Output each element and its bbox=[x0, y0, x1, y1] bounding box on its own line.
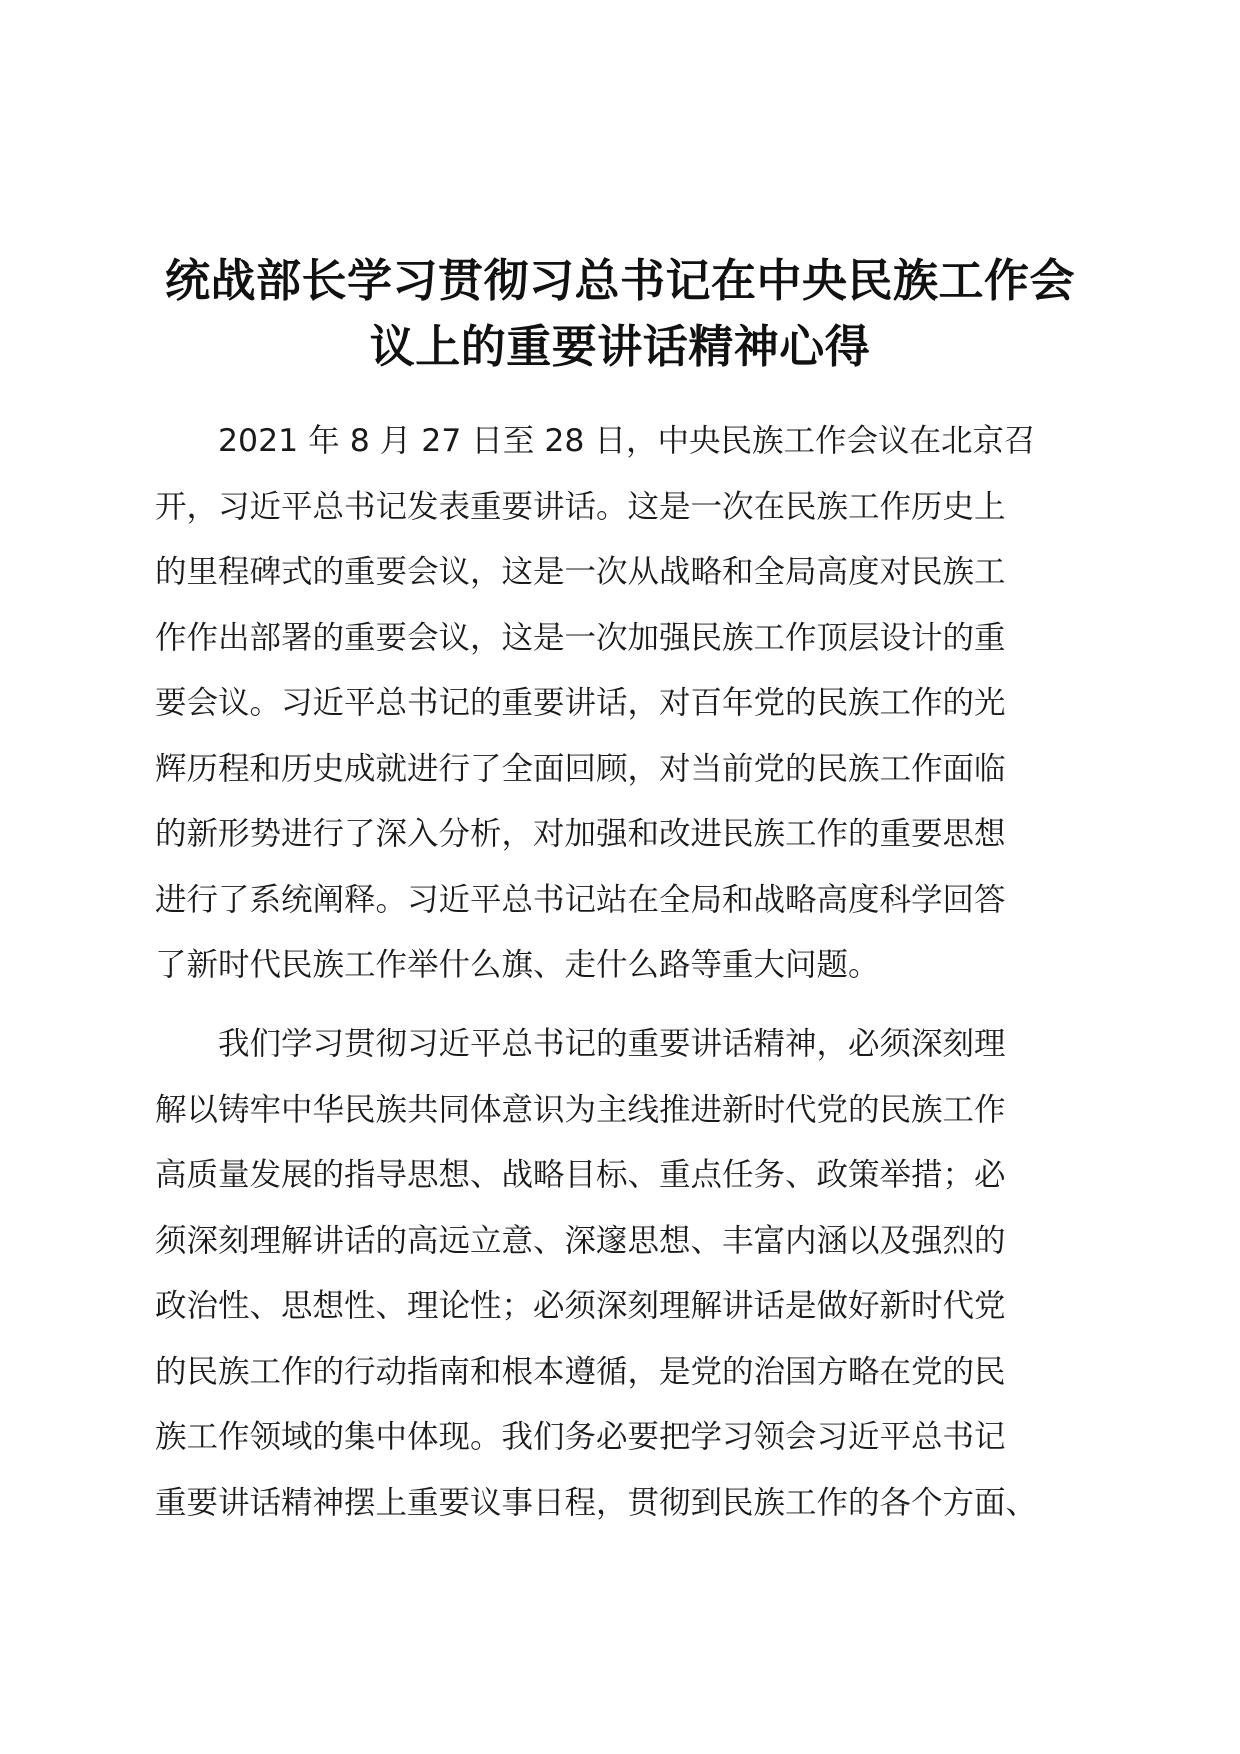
text-line: 要会议。习近平总书记的重要讲话，对百年党的民族工作的光 bbox=[155, 685, 1006, 721]
document-title bbox=[150, 248, 1090, 380]
text-line: 须深刻理解讲话的高远立意、深邃思想、丰富内涵以及强烈的 bbox=[155, 1222, 1006, 1259]
text-line: 的新形势进行了深入分析，对加强和改进民族工作的重要思想 bbox=[155, 816, 1006, 852]
text-line: 作作出部署的重要会议，这是一次加强民族工作顶层设计的重 bbox=[155, 619, 1006, 656]
text-line: 解以铸牢中华民族共同体意识为主线推进新时代党的民族工作 bbox=[155, 1091, 1006, 1128]
paragraph-text bbox=[155, 1012, 1090, 1536]
text-line: 开，习近平总书记发表重要讲话。这是一次在民族工作历史上 bbox=[155, 488, 1006, 525]
text-line: 政治性、思想性、理论性；必须深刻理解讲话是做好新时代党 bbox=[155, 1288, 1006, 1324]
paragraph-text bbox=[155, 409, 1090, 999]
text-line: 2021 年 8 月 27 日至 28 日，中央民族工作会议在北京召 bbox=[218, 423, 1036, 459]
paragraph-2 bbox=[155, 1012, 1090, 1536]
text-line: 族工作领域的集中体现。我们务必要把学习领会习近平总书记 bbox=[155, 1419, 1006, 1455]
title-line: 统战部长学习贯彻习总书记在中央民族工作会 bbox=[164, 254, 1075, 307]
text-line: 的民族工作的行动指南和根本遵循，是党的治国方略在党的民 bbox=[155, 1353, 1006, 1390]
text-line: 我们学习贯彻习近平总书记的重要讲话精神，必须深刻理 bbox=[218, 1026, 1006, 1062]
text-line: 辉历程和历史成就进行了全面回顾，对当前党的民族工作面临 bbox=[155, 750, 1006, 787]
text-line: 重要讲话精神摆上重要议事日程，贯彻到民族工作的各个方面、 bbox=[155, 1484, 1038, 1521]
title-line: 议上的重要讲话精神心得 bbox=[369, 320, 871, 373]
paragraph-1 bbox=[155, 409, 1090, 999]
text-line: 高质量发展的指导思想、战略目标、重点任务、政策举措；必 bbox=[155, 1157, 1006, 1193]
text-line: 的里程碑式的重要会议，这是一次从战略和全局高度对民族工 bbox=[155, 554, 1006, 590]
text-line: 了新时代民族工作举什么旗、走什么路等重大问题。 bbox=[155, 947, 880, 983]
text-line: 进行了系统阐释。习近平总书记站在全局和战略高度科学回答 bbox=[155, 881, 1006, 918]
